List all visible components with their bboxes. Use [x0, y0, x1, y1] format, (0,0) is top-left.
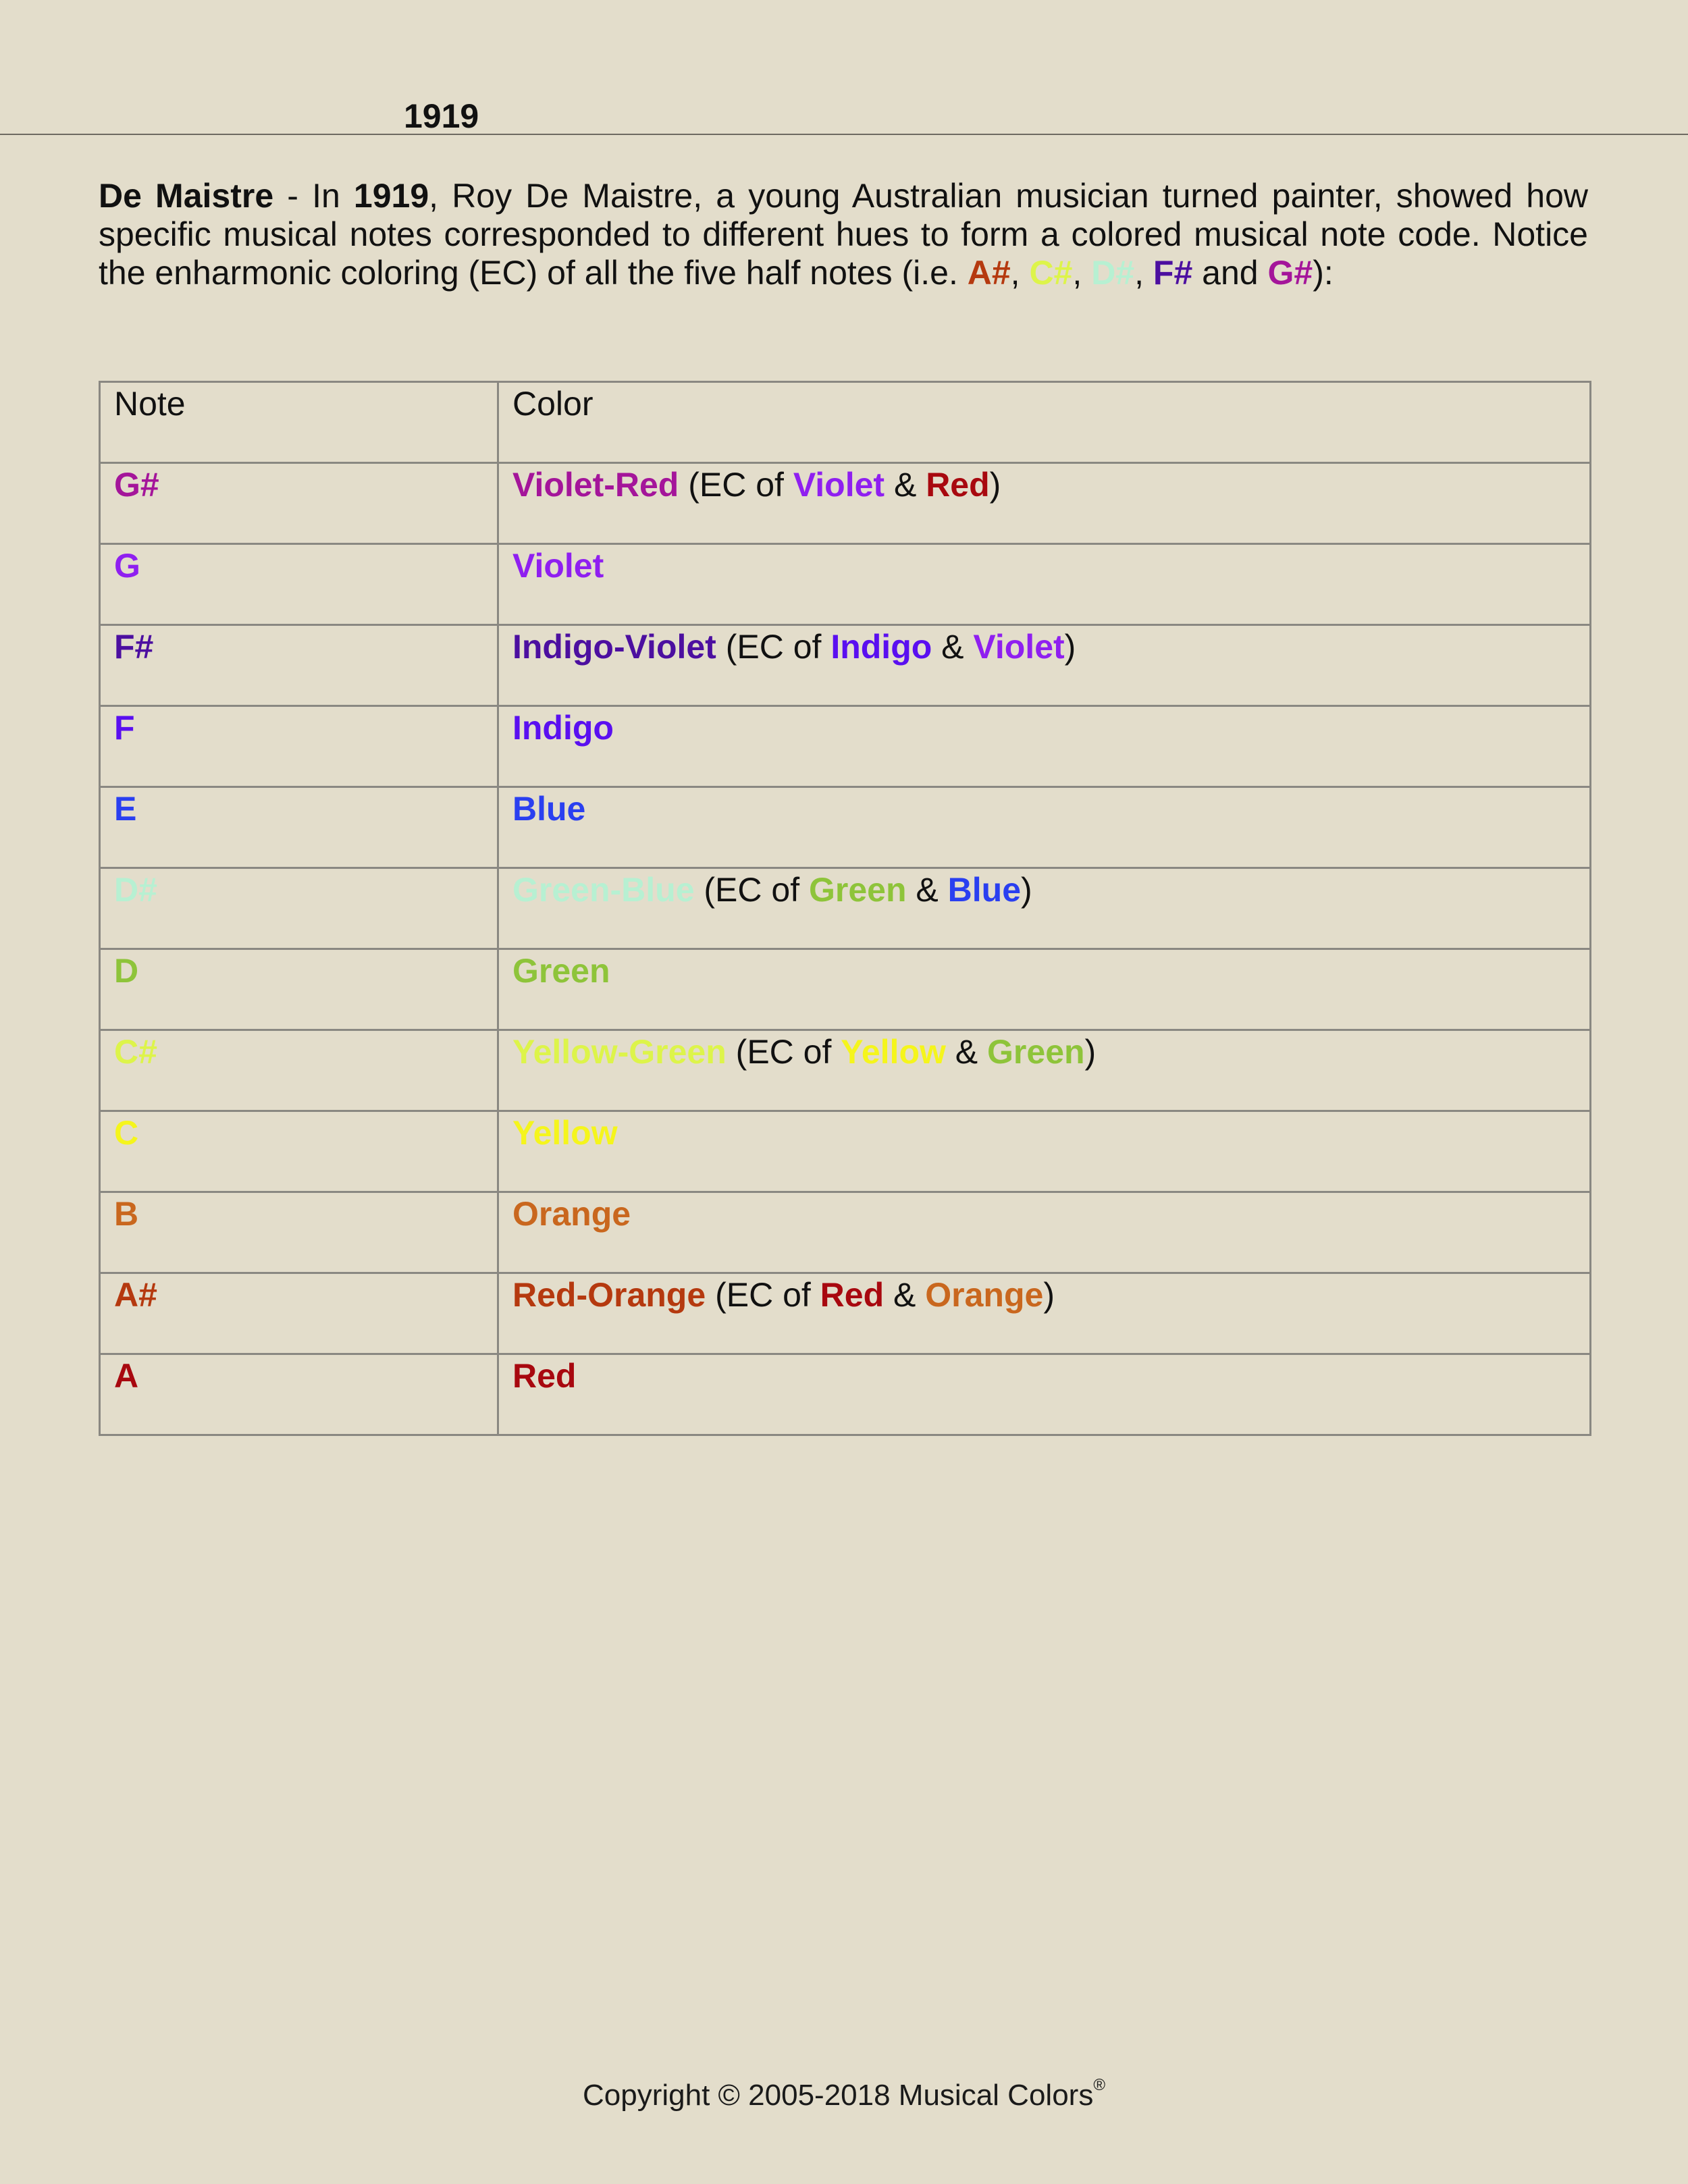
ec-color-b: Red	[926, 466, 990, 504]
half-note: D#	[1091, 254, 1135, 292]
note-name: A#	[114, 1276, 157, 1314]
half-note-separator: ):	[1313, 254, 1334, 292]
table-row	[100, 1030, 1591, 1111]
copyright-footer	[0, 2067, 1688, 2114]
ec-mid: &	[885, 466, 926, 504]
note-name: F#	[114, 628, 154, 666]
note-cell	[100, 463, 498, 544]
note-cell	[100, 787, 498, 868]
ec-suffix: )	[1043, 1276, 1055, 1314]
note-cell	[100, 949, 498, 1030]
ec-prefix: (EC of	[716, 628, 831, 666]
note-name: A	[114, 1357, 139, 1395]
color-name: Green	[512, 952, 610, 990]
color-description	[512, 1112, 1576, 1152]
ec-color-b: Green	[987, 1033, 1085, 1071]
color-name: Orange	[512, 1195, 631, 1233]
table-row	[100, 787, 1591, 868]
note-name: D#	[114, 871, 157, 909]
ec-prefix: (EC of	[706, 1276, 820, 1314]
color-cell	[498, 1273, 1591, 1354]
note-cell	[100, 1273, 498, 1354]
color-name: Red	[512, 1357, 577, 1395]
note-cell	[100, 1030, 498, 1111]
ec-suffix: )	[1084, 1033, 1097, 1071]
half-note: F#	[1153, 254, 1193, 292]
intro-year: 1919	[353, 177, 429, 215]
intro-paragraph	[99, 177, 1588, 292]
half-note: A#	[967, 254, 1011, 292]
header-color	[498, 382, 1591, 463]
ec-color-b: Blue	[947, 871, 1022, 909]
note-name: D	[114, 952, 139, 990]
ec-mid: &	[884, 1276, 926, 1314]
intro-sentence: , Roy De Maistre, a young Australian musician turned painter, showed how specific musical notes corresponded to different hues to form a colored musical note code. Notice the enharmonic coloring (EC) of all the five half notes (i.e.	[99, 177, 1588, 292]
color-name: Indigo-Violet	[512, 628, 716, 666]
color-description	[512, 707, 1576, 747]
note-cell	[100, 1354, 498, 1435]
note-cell	[100, 706, 498, 787]
half-notes-list	[968, 254, 1334, 292]
ec-prefix: (EC of	[694, 871, 809, 909]
ec-color-a: Violet	[793, 466, 885, 504]
note-cell	[100, 625, 498, 706]
color-cell	[498, 1354, 1591, 1435]
ec-color-a: Red	[820, 1276, 885, 1314]
color-cell	[498, 625, 1591, 706]
ec-color-a: Indigo	[830, 628, 932, 666]
ec-color-a: Green	[809, 871, 907, 909]
color-cell	[498, 1111, 1591, 1192]
color-description	[512, 1274, 1576, 1314]
table-row	[100, 1111, 1591, 1192]
page-header	[0, 0, 1688, 135]
color-description	[512, 1193, 1576, 1233]
ec-suffix: )	[1064, 628, 1076, 666]
note-name: E	[114, 790, 137, 828]
header-note	[100, 382, 498, 463]
ec-mid: &	[932, 628, 974, 666]
note-cell	[100, 1192, 498, 1273]
table-header-row	[100, 382, 1591, 463]
color-cell	[498, 463, 1591, 544]
color-cell	[498, 868, 1591, 949]
table-row	[100, 625, 1591, 706]
registered-mark: ®	[1093, 2076, 1106, 2094]
note-cell	[100, 868, 498, 949]
note-name: G#	[114, 466, 159, 504]
table-row	[100, 463, 1591, 544]
note-name: F	[114, 709, 135, 747]
table-row	[100, 868, 1591, 949]
ec-mid: &	[945, 1033, 988, 1071]
half-note-separator: ,	[1072, 254, 1092, 292]
color-name: Violet	[512, 547, 604, 585]
note-cell	[100, 544, 498, 625]
table-row	[100, 1354, 1591, 1435]
color-description	[512, 545, 1576, 585]
ec-mid: &	[906, 871, 948, 909]
note-color-table	[99, 381, 1591, 1436]
color-cell	[498, 1192, 1591, 1273]
color-name: Green-Blue	[512, 871, 695, 909]
header-note-label: Note	[114, 385, 186, 423]
color-description	[512, 626, 1576, 666]
half-note: G#	[1267, 254, 1313, 292]
header-year: 1919	[404, 97, 479, 135]
ec-color-b: Orange	[925, 1276, 1044, 1314]
header-color-label: Color	[512, 385, 594, 423]
note-name: B	[114, 1195, 139, 1233]
ec-color-a: Yellow	[841, 1033, 946, 1071]
table-row	[100, 706, 1591, 787]
ec-suffix: )	[989, 466, 1001, 504]
color-cell	[498, 1030, 1591, 1111]
table-row	[100, 544, 1591, 625]
color-name: Red-Orange	[512, 1276, 706, 1314]
ec-prefix: (EC of	[679, 466, 793, 504]
note-cell	[100, 1111, 498, 1192]
color-description	[512, 788, 1576, 828]
intro-sep: - In	[273, 177, 354, 215]
note-name: G	[114, 547, 140, 585]
color-description	[512, 869, 1576, 909]
color-description	[512, 464, 1576, 504]
color-description	[512, 1355, 1576, 1395]
half-note-separator: and	[1192, 254, 1268, 292]
color-cell	[498, 544, 1591, 625]
color-description	[512, 950, 1576, 990]
color-cell	[498, 706, 1591, 787]
color-cell	[498, 949, 1591, 1030]
note-name: C	[114, 1114, 139, 1152]
table-row	[100, 1192, 1591, 1273]
note-name: C#	[114, 1033, 157, 1071]
ec-color-b: Violet	[973, 628, 1065, 666]
color-name: Yellow-Green	[512, 1033, 727, 1071]
table-row	[100, 1273, 1591, 1354]
half-note: C#	[1029, 254, 1073, 292]
color-description	[512, 1031, 1576, 1071]
ec-suffix: )	[1021, 871, 1032, 909]
intro-name: De Maistre	[99, 177, 274, 215]
color-name: Indigo	[512, 709, 614, 747]
color-name: Yellow	[512, 1114, 618, 1152]
copyright-text: Copyright © 2005-2018 Musical Colors	[582, 2079, 1094, 2112]
color-name: Blue	[512, 790, 586, 828]
half-note-separator: ,	[1010, 254, 1030, 292]
table-row	[100, 949, 1591, 1030]
color-name: Violet-Red	[512, 466, 679, 504]
color-cell	[498, 787, 1591, 868]
ec-prefix: (EC of	[726, 1033, 841, 1071]
half-note-separator: ,	[1134, 254, 1153, 292]
